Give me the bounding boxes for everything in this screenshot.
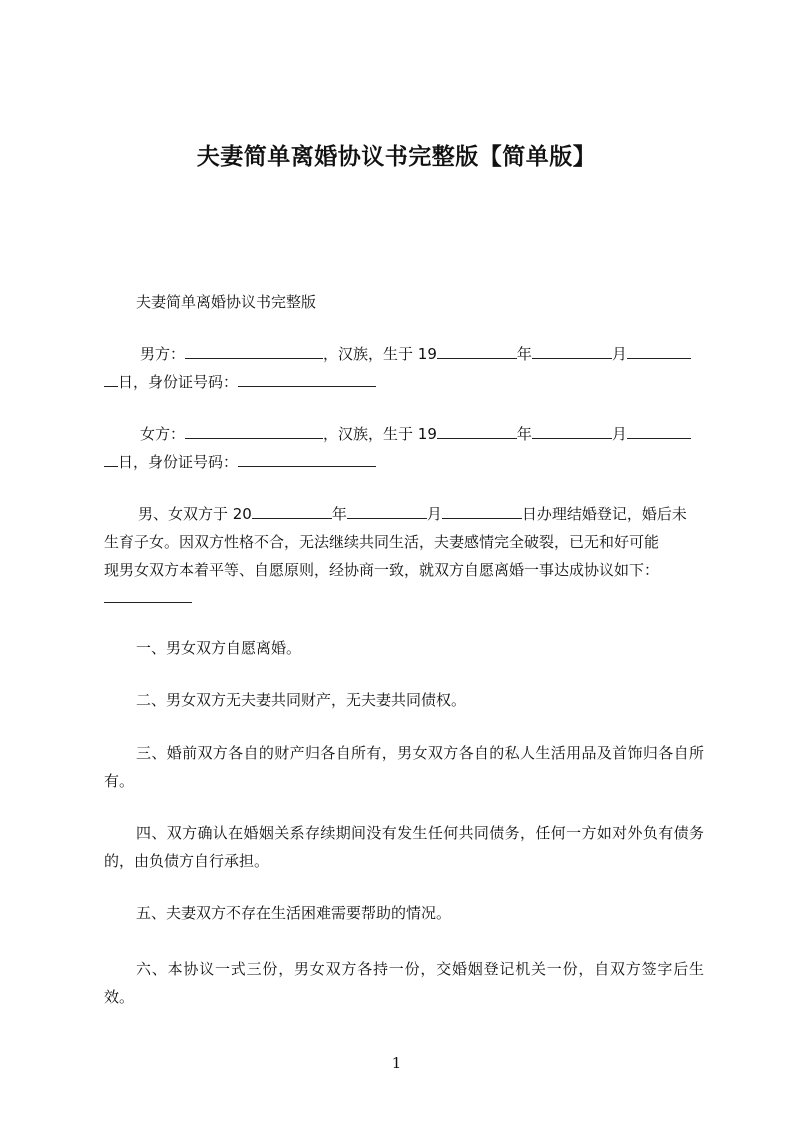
clause-5: 五、夫妻双方不存在生活困难需要帮助的情况。 — [136, 904, 452, 922]
marriage-line2: 生育子女。因双方性格不合，无法继续共同生活，夫妻感情完全破裂，已无和好可能 — [104, 533, 660, 551]
male-ethnic-birth: ，汉族，生于 19 — [323, 345, 437, 363]
female-label: 女方： — [140, 425, 186, 443]
marriage-month-label: 月 — [426, 505, 442, 523]
female-month-label: 月 — [611, 425, 627, 443]
male-birth-day-blank-a — [627, 344, 691, 359]
male-birth-day-blank-b — [104, 372, 118, 387]
clause-1: 一、男女双方自愿离婚。 — [136, 639, 302, 657]
female-birth-day-blank-b — [104, 452, 118, 467]
female-year-label: 年 — [516, 425, 532, 443]
marriage-trailing-blank — [104, 588, 192, 603]
marriage-year-label: 年 — [331, 505, 347, 523]
male-party-line2 — [104, 368, 376, 396]
marriage-line1 — [138, 500, 687, 528]
clause-3: 三、婚前双方各自的财产归各自所有，男女双方各自的私人生活用品及首饰归各自所有。 — [104, 744, 704, 790]
male-month-label: 月 — [611, 345, 627, 363]
male-id-blank — [238, 372, 376, 387]
male-birth-year-blank — [437, 344, 517, 359]
marriage-month-blank — [347, 504, 427, 519]
clause-2: 二、男女双方无夫妻共同财产，无夫妻共同债权。 — [136, 691, 467, 709]
male-label: 男方： — [140, 345, 186, 363]
female-id-blank — [238, 452, 376, 467]
marriage-day-blank — [442, 504, 522, 519]
page-number: 1 — [391, 1054, 402, 1072]
female-birth-day-blank-a — [627, 424, 691, 439]
marriage-line3: 现男女双方本着平等、自愿原则，经协商一致，就双方自愿离婚一事达成协议如下： — [104, 561, 660, 579]
female-party-line2 — [104, 448, 376, 476]
document-title: 夫妻简单离婚协议书完整版【简单版】 — [196, 144, 597, 170]
document-subtitle: 夫妻简单离婚协议书完整版 — [136, 293, 317, 311]
marriage-intro: 男、女双方于 20 — [138, 505, 252, 523]
female-ethnic-birth: ，汉族，生于 19 — [323, 425, 437, 443]
female-birth-year-blank — [437, 424, 517, 439]
male-year-label: 年 — [516, 345, 532, 363]
marriage-year-blank — [252, 504, 332, 519]
female-birth-month-blank — [532, 424, 612, 439]
male-name-blank — [185, 344, 323, 359]
male-birth-month-blank — [532, 344, 612, 359]
female-name-blank — [185, 424, 323, 439]
clause-4: 四、双方确认在婚姻关系存续期间没有发生任何共同债务，任何一方如对外负有债务的，由负债方自行承担。 — [104, 824, 704, 870]
marriage-rest-line1: 日办理结婚登记，婚后未 — [521, 505, 687, 523]
male-party-line1 — [140, 340, 691, 368]
marriage-trailing-blank-line — [104, 584, 192, 612]
clause-6: 六、本协议一式三份，男女双方各持一份，交婚姻登记机关一份，自双方签字后生效。 — [104, 960, 704, 1006]
male-day-id-label: 日，身份证号码： — [118, 373, 239, 391]
female-day-id-label: 日，身份证号码： — [118, 453, 239, 471]
female-party-line1 — [140, 420, 691, 448]
